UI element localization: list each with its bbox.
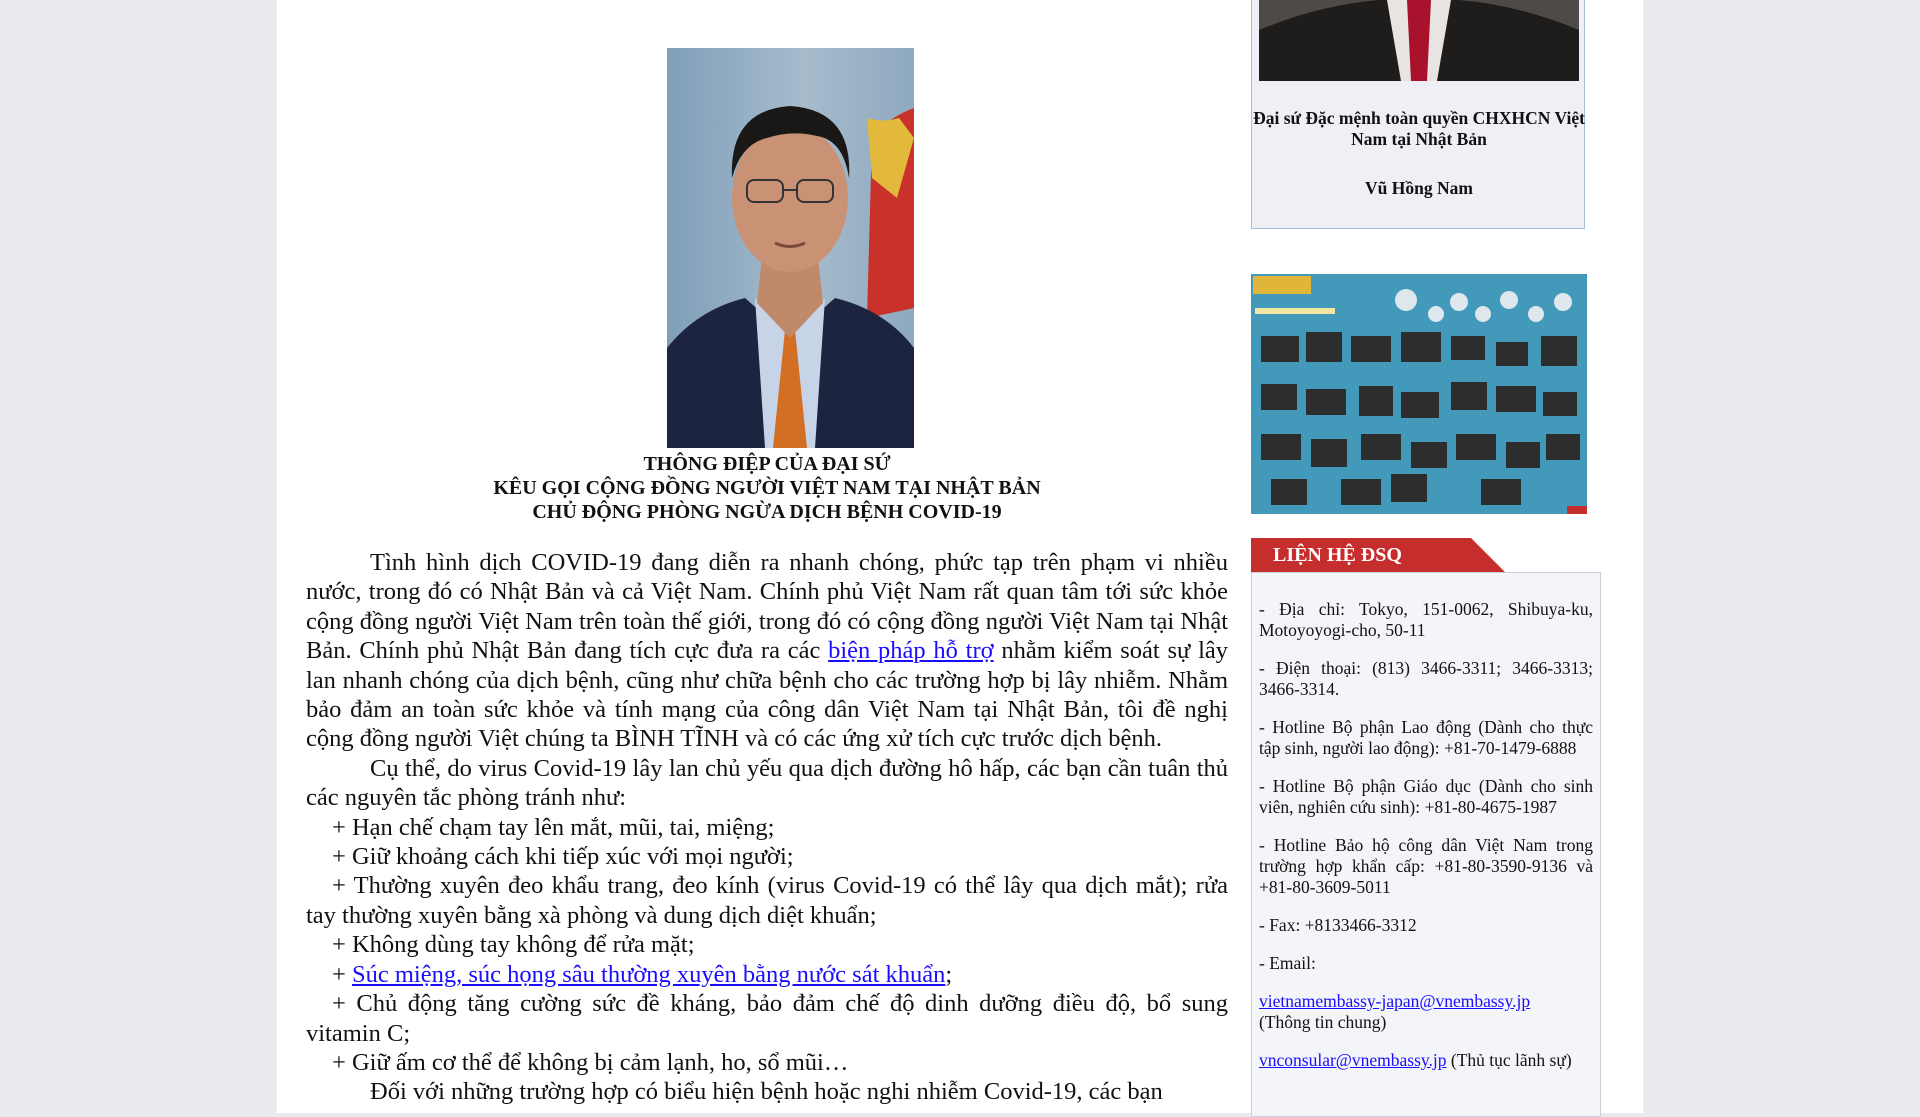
contact-phone: - Điện thoại: (813) 3466-3311; 3466-3313; 3466-3314.	[1259, 658, 1593, 699]
contact-heading-tab	[1251, 538, 1505, 572]
headline-line-2: KÊU GỌI CỘNG ĐỒNG NGƯỜI VIỆT NAM TẠI NHẬT BẢN	[493, 477, 1041, 499]
email-consular-link[interactable]: vnconsular@vnembassy.jp	[1259, 1050, 1447, 1070]
paragraph-intro	[306, 548, 1228, 754]
ambassador-portrait	[667, 48, 914, 448]
ambassador-title: Đại sứ Đặc mệnh toàn quyền CHXHCN Việt Nam tại Nhật Bản	[1253, 108, 1585, 149]
headline-line-3: CHỦ ĐỘNG PHÒNG NGỪA DỊCH BỆNH COVID-19	[532, 501, 1002, 523]
ambassador-photo[interactable]	[1259, 0, 1579, 81]
support-measures-link[interactable]: biện pháp hỗ trợ	[828, 637, 994, 665]
milestones-banner[interactable]	[1251, 274, 1587, 514]
bullet-suffix: ;	[945, 960, 953, 988]
email-consular-note: (Thủ tục lãnh sự)	[1450, 1050, 1572, 1070]
paragraph-guidance: Cụ thể, do virus Covid-19 lây lan chủ yếu qua dịch đường hô hấp, các bạn cần tuân thủ các nguyên tắc phòng tránh như:	[306, 754, 1228, 812]
headline-line-1: THÔNG ĐIỆP CỦA ĐẠI SỨ	[643, 453, 891, 475]
bullet-item: + Giữ khoảng cách khi tiếp xúc với mọi người;	[332, 843, 794, 871]
bullet-item: + Giữ ấm cơ thể để không bị cảm lạnh, ho, sổ mũi…	[332, 1048, 849, 1076]
ambassador-name: Vũ Hồng Nam	[1365, 178, 1473, 198]
bullet-item	[306, 960, 1228, 989]
contact-fax: - Fax: +8133466-3312	[1259, 915, 1417, 935]
contact-hotline-labor: - Hotline Bộ phận Lao động (Dành cho thực tập sinh, người lao động): +81-70-1479-6888	[1259, 717, 1593, 758]
contact-details	[1259, 599, 1593, 1088]
contact-email-general	[1259, 991, 1593, 1033]
contact-hotline-protection: - Hotline Bảo hộ công dân Việt Nam trong trường hợp khẩn cấp: +81-80-3590-9136 và +81-80-3609-5011	[1259, 835, 1593, 897]
page	[277, 0, 1643, 1113]
contact-hotline-education: - Hotline Bộ phận Giáo dục (Dành cho sinh viên, nghiên cứu sinh): +81-80-4675-1987	[1259, 776, 1593, 817]
bullet-item: + Hạn chế chạm tay lên mắt, mũi, tai, miệng;	[332, 813, 775, 841]
gargle-guide-link[interactable]: Súc miệng, súc họng sâu thường xuyên bằng nước sát khuẩn	[351, 960, 946, 988]
paragraph-symptoms: Đối với những trường hợp có biểu hiện bệnh hoặc nghi nhiễm Covid-19, các bạn	[370, 1078, 1163, 1106]
contact-email-label: - Email:	[1259, 953, 1316, 973]
paragraph-intro-text: Tình hình dịch COVID-19 đang diễn ra nhanh chóng, phức tạp trên phạm vi nhiều nước, trong đó có Nhật Bản và cả Việt Nam. Chính phủ Việt Nam rất quan tâm tới sức khỏe cộng đồng người Việt Nam trên toàn thế giới, trong đó có cộng đồng người Việt Nam tại Nhật Bản. Chính phủ Nhật Bản đang tích cực đưa ra các	[306, 549, 1228, 665]
bullet-item: + Thường xuyên đeo khẩu trang, đeo kính (virus Covid-19 có thể lây qua dịch mắt); rửa tay thường xuyên bằng xà phòng và dung dịch diệt khuẩn;	[306, 872, 1228, 929]
email-general-link[interactable]: vietnamembassy-japan@vnembassy.jp	[1259, 991, 1531, 1011]
bullet-prefix: +	[332, 960, 352, 988]
message-headline	[306, 452, 1228, 524]
bullet-item: + Không dùng tay không để rửa mặt;	[332, 931, 695, 959]
email-general-note: (Thông tin chung)	[1259, 1012, 1387, 1032]
contact-email-consular	[1259, 1050, 1593, 1071]
bullet-item: + Chủ động tăng cường sức đề kháng, bảo đảm chế độ dinh dưỡng điều độ, bổ sung vitamin C;	[306, 990, 1228, 1047]
contact-address: - Địa chỉ: Tokyo, 151-0062, Shibuya-ku, Motoyoyogi-cho, 50-11	[1259, 599, 1593, 640]
ambassador-caption	[1252, 108, 1586, 199]
contact-heading: LIỆN HỆ ĐSQ	[1273, 544, 1402, 566]
paragraph-intro-text-cont: nhằm kiểm soát sự lây lan nhanh chóng của dịch bệnh, cũng như chữa bệnh cho các trường hợp bị lây nhiễm. Nhằm bảo đảm an toàn sức khỏe và tính mạng của công dân Việt Nam tại Nhật Bản, tôi đề nghị cộng đồng người Việt chúng ta BÌNH TĨNH và có các ứng xử tích cực trước dịch bệnh.	[306, 637, 1228, 753]
contact-box	[1251, 572, 1601, 1117]
ambassador-box	[1251, 0, 1585, 229]
article-body	[306, 548, 1228, 1107]
